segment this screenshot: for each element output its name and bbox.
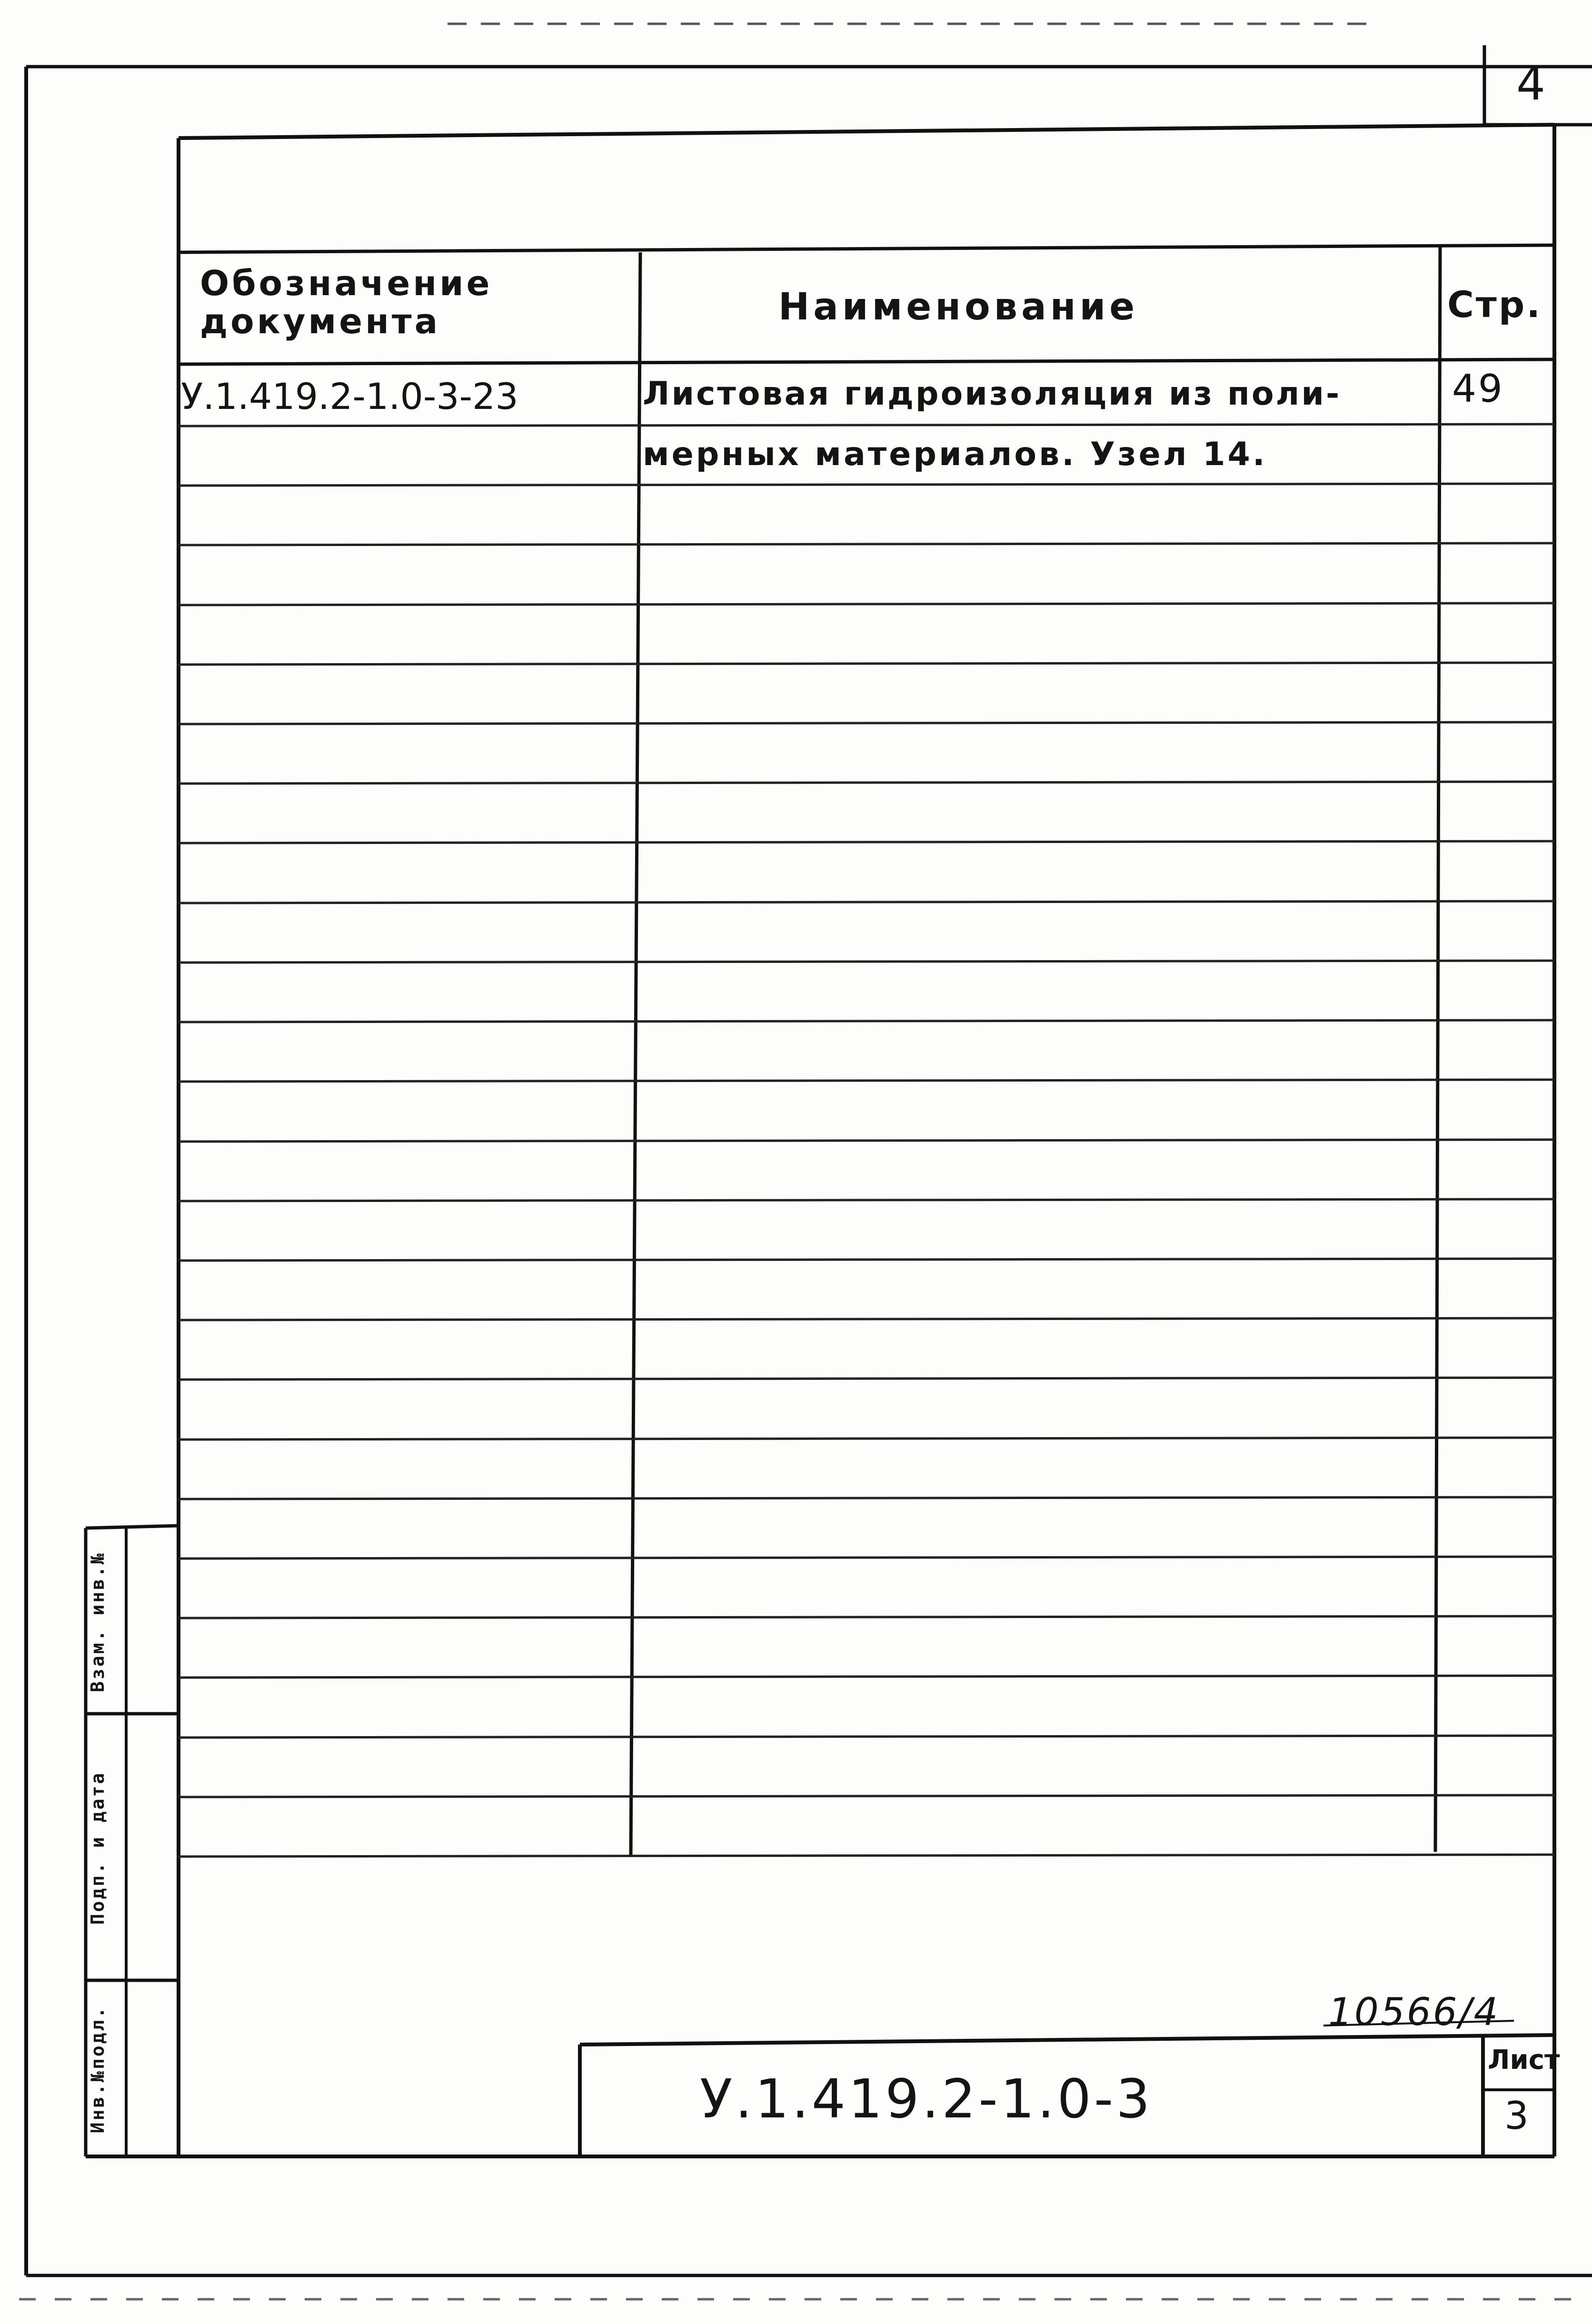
- table-row-rule: [179, 1795, 1554, 1797]
- table-row-rule: [179, 543, 1554, 545]
- table-row-rule: [179, 1855, 1554, 1857]
- table-row-rule: [179, 841, 1554, 843]
- table-row-rule: [179, 961, 1554, 963]
- table-row-rule: [179, 1259, 1554, 1261]
- side-stamp-original-inventory: Инв.№подл.: [87, 2005, 108, 2134]
- column-header-designation: Обозначение документа: [200, 263, 493, 341]
- table-row-rule: [179, 1199, 1554, 1201]
- column-header-name: Наименование: [778, 286, 1139, 328]
- table-row-rule: [179, 901, 1554, 903]
- side-stamp-signature-date: Подп. и дата: [87, 1771, 108, 1925]
- table-row-rule: [179, 1020, 1554, 1022]
- table-row-rule: [179, 1676, 1554, 1678]
- page-number: 4: [1516, 57, 1548, 110]
- row-1-name: Листовая гидроизоляция из поли-: [643, 375, 1342, 413]
- table-row-rule: [179, 1497, 1554, 1499]
- table-row-rule: [179, 1616, 1554, 1618]
- row-1-designation: У.1.419.2-1.0-3-23: [181, 375, 518, 417]
- table-row-rule: [179, 1557, 1554, 1559]
- table-row-rule: [179, 1318, 1554, 1320]
- inventory-number: 10566/4: [1328, 1990, 1500, 2034]
- document-code: У.1.419.2-1.0-3: [700, 2068, 1153, 2130]
- table-row-rule: [179, 424, 1554, 426]
- table-row-rule: [179, 1378, 1554, 1380]
- sheet-number: 3: [1504, 2094, 1531, 2138]
- table-row-rule: [179, 484, 1554, 486]
- table-row-rule: [179, 782, 1554, 784]
- table-row-rule: [179, 1736, 1554, 1738]
- table-row-rule: [179, 663, 1554, 665]
- sheet-label: Лист: [1488, 2045, 1560, 2076]
- table-row-rule: [179, 1140, 1554, 1142]
- table-row-rule: [179, 1438, 1554, 1440]
- side-stamp-replacement-inventory: Взам. инв.№: [87, 1551, 108, 1692]
- row-2-name: мерных материалов. Узел 14.: [643, 436, 1267, 473]
- table-row-rule: [179, 603, 1554, 605]
- table-row-rule: [179, 1080, 1554, 1082]
- row-1-page: 49: [1452, 367, 1504, 411]
- column-header-page: Стр.: [1447, 283, 1542, 326]
- table-row-rule: [179, 722, 1554, 724]
